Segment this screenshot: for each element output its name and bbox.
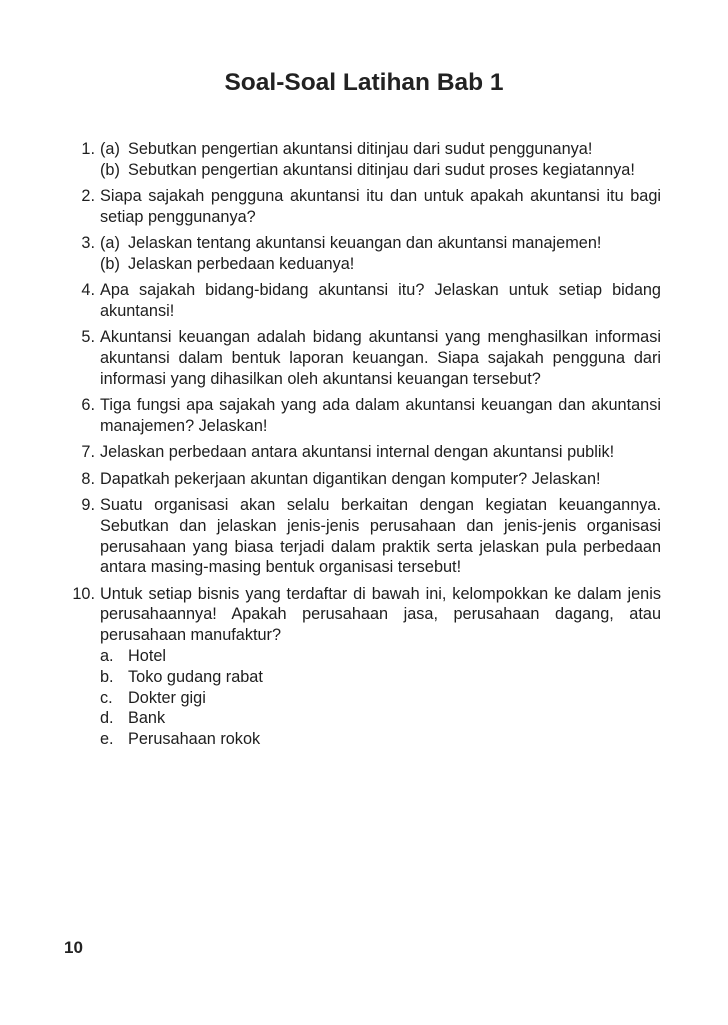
question-item bbox=[64, 584, 661, 750]
question-text: Akuntansi keuangan adalah bidang akuntansi yang menghasilkan informasi akuntansi dalam bentuk laporan keuangan. Siapa sajakah pengguna dari informasi yang dihasilkan oleh akuntansi keuangan tersebut? bbox=[100, 328, 661, 388]
question-subpart bbox=[100, 139, 661, 160]
question-list bbox=[64, 139, 661, 756]
answer-option bbox=[100, 729, 661, 750]
option-label: c. bbox=[100, 688, 113, 707]
answer-option bbox=[100, 646, 661, 667]
answer-option bbox=[100, 708, 661, 729]
answer-option bbox=[100, 667, 661, 688]
question-number: 7. bbox=[81, 443, 95, 462]
subpart-label: (b) bbox=[100, 254, 120, 273]
page-number: 10 bbox=[64, 938, 83, 957]
option-label: e. bbox=[100, 730, 114, 749]
option-text: Toko gudang rabat bbox=[128, 667, 263, 686]
question-text: Siapa sajakah pengguna akuntansi itu dan untuk apakah akuntansi itu bagi setiap penggunanya? bbox=[100, 187, 661, 226]
question-item bbox=[64, 139, 661, 181]
subpart-label: (b) bbox=[100, 160, 120, 179]
question-number: 8. bbox=[81, 469, 95, 488]
question-text: Dapatkah pekerjaan akuntan digantikan dengan komputer? Jelaskan! bbox=[100, 469, 601, 488]
question-number: 10. bbox=[72, 584, 95, 603]
question-item bbox=[64, 186, 661, 228]
question-subpart bbox=[100, 160, 661, 181]
question-text: Apa sajakah bidang-bidang akuntansi itu? Jelaskan untuk setiap bidang akuntansi! bbox=[100, 281, 661, 321]
subpart-text: Jelaskan tentang akuntansi keuangan dan akuntansi manajemen! bbox=[128, 234, 602, 253]
question-text: Jelaskan perbedaan antara akuntansi internal dengan akuntansi publik! bbox=[100, 443, 615, 462]
answer-option bbox=[100, 688, 661, 709]
question-number: 5. bbox=[81, 328, 95, 347]
subpart-text: Jelaskan perbedaan keduanya! bbox=[128, 254, 355, 273]
option-label: b. bbox=[100, 667, 114, 686]
page-title: Soal-Soal Latihan Bab 1 bbox=[224, 69, 504, 96]
question-item bbox=[64, 395, 661, 437]
subpart-text: Sebutkan pengertian akuntansi ditinjau dari sudut proses kegiatannya! bbox=[128, 160, 635, 179]
question-number: 6. bbox=[81, 396, 95, 415]
option-text: Dokter gigi bbox=[128, 688, 206, 707]
question-number: 4. bbox=[81, 281, 95, 300]
option-text: Hotel bbox=[128, 647, 167, 666]
option-text: Perusahaan rokok bbox=[128, 730, 261, 749]
question-item bbox=[64, 327, 661, 389]
option-label: a. bbox=[100, 647, 114, 666]
question-number: 9. bbox=[81, 495, 95, 514]
question-text: Suatu organisasi akan selalu berkaitan dengan kegiatan keuangannya. Sebutkan dan jelaskan jenis-jenis perusahaan dan jenis-jenis organisasi perusahaan yang biasa terjadi dalam praktik serta jelaskan pula perbedaan antara masing-masing bentuk organisasi tersebut! bbox=[100, 495, 661, 577]
question-subpart bbox=[100, 254, 661, 275]
option-label: d. bbox=[100, 709, 114, 728]
question-number: 2. bbox=[81, 187, 95, 206]
option-text: Bank bbox=[128, 709, 166, 728]
subpart-label: (a) bbox=[100, 234, 120, 253]
question-text: Untuk setiap bisnis yang terdaftar di bawah ini, kelompokkan ke dalam jenis perusahaannya! Apakah perusahaan jasa, perusahaan dagang, atau perusahaan manufaktur? bbox=[100, 584, 661, 645]
question-item bbox=[64, 280, 661, 322]
question-subpart bbox=[100, 233, 661, 254]
subpart-label: (a) bbox=[100, 140, 120, 158]
question-text: Tiga fungsi apa sajakah yang ada dalam akuntansi keuangan dan akuntansi manajemen? Jelaskan! bbox=[100, 396, 661, 436]
question-item bbox=[64, 442, 661, 463]
subpart-text: Sebutkan pengertian akuntansi ditinjau dari sudut penggunanya! bbox=[128, 140, 593, 158]
question-item bbox=[64, 495, 661, 578]
question-item bbox=[64, 233, 661, 275]
question-number: 3. bbox=[81, 234, 95, 253]
question-item bbox=[64, 469, 661, 490]
question-number: 1. bbox=[81, 140, 95, 158]
